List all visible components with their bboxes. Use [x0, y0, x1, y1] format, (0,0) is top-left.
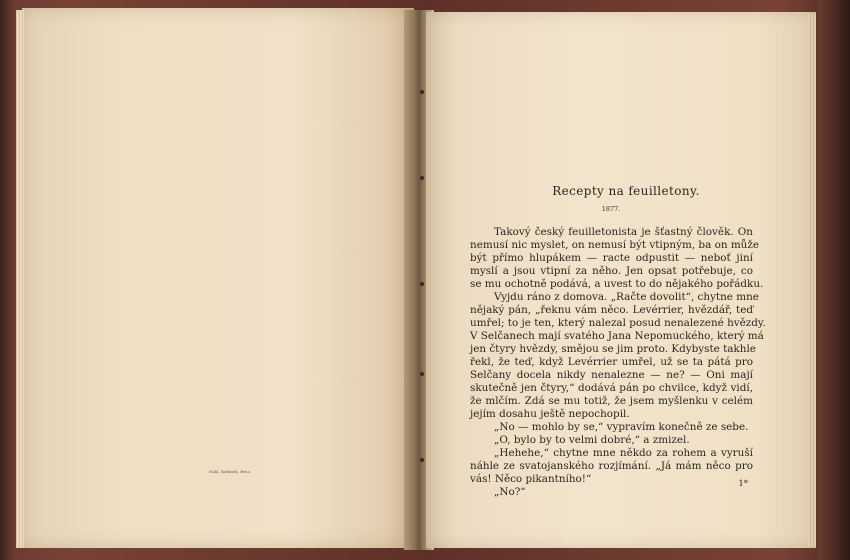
chapter-heading: Recepty na feuilletony.: [552, 184, 700, 198]
text-line: jejím dosahu ještě nepochopil.: [470, 408, 630, 420]
text-line: se mu ochotně podává, a uvest to do nějakého pořádku.: [470, 278, 764, 290]
left-page: [22, 8, 414, 548]
chapter-year: 1877.: [601, 205, 621, 213]
right-page-edges: [808, 14, 816, 546]
text-line: „O, bylo by to velmi dobré,“ a zmizel.: [494, 434, 690, 446]
binding-stitch: [420, 458, 424, 462]
text-line: nemusí nic myslet, on nemusí být vtipným, ba on může: [470, 239, 759, 251]
text-line: být přímo hlupákem — racte odpustit — neboť jiní: [470, 252, 753, 264]
binding-stitch: [420, 372, 424, 376]
binding-stitch: [420, 90, 424, 94]
text-line: V Selčanech mají svatého Jana Nepomuckého, který má: [470, 330, 764, 342]
text-line: nějaký pán, „řeknu vám něco. Levérrier, hvězdář, teď: [470, 304, 753, 316]
binding-stitch: [420, 282, 424, 286]
text-line: vás! Něco pikantního!“: [470, 473, 592, 485]
cover-left-edge: [0, 0, 14, 560]
text-line: že mlčím. Zdá se mu totiž, že jsem myšlenku v celém: [470, 395, 753, 407]
signature-mark: 1*: [738, 479, 748, 489]
text-line: jen čtyry hvězdy, smějou se jim proto. Kdybyste takhle: [470, 343, 756, 355]
cover-right-edge: [818, 0, 850, 560]
binding-stitch: [420, 176, 424, 180]
text-line: skutečně jen čtyry,“ dodává pán po chvilce, když vidí,: [470, 382, 753, 394]
text-line: Vyjdu ráno z domova. „Račte dovolit“, chytne mne: [494, 291, 759, 303]
text-line: Selčany docela nikdy nenalezne — ne? — Oni mají: [470, 369, 753, 381]
body-text: [470, 226, 766, 499]
text-line: řekl, že teď, když Levérrier umřel, už se ta pátá pro: [470, 356, 753, 368]
text-line: myslí a jsou vtipní za něho. Jen opsat potřebuje, co: [470, 265, 753, 277]
text-line: „Hehehe,“ chytne mne někdo za rohem a vyruší: [494, 447, 753, 459]
text-line: umřel; to je ten, který nalezal posud nenalezené hvězdy.: [470, 317, 766, 329]
text-line: „No — mohlo by se,“ vypravím konečně ze sebe.: [494, 421, 749, 433]
text-line: náhle ze svatojanského rozjímání. „Já mám něco pro: [470, 460, 753, 472]
text-line: „No?“: [494, 486, 526, 498]
text-line: Takový český feuilletonista je šťastný člověk. On: [494, 226, 753, 238]
left-page-edges: [16, 10, 24, 548]
printer-imprint: Nakl. Rubínek, Brno.: [208, 469, 252, 474]
